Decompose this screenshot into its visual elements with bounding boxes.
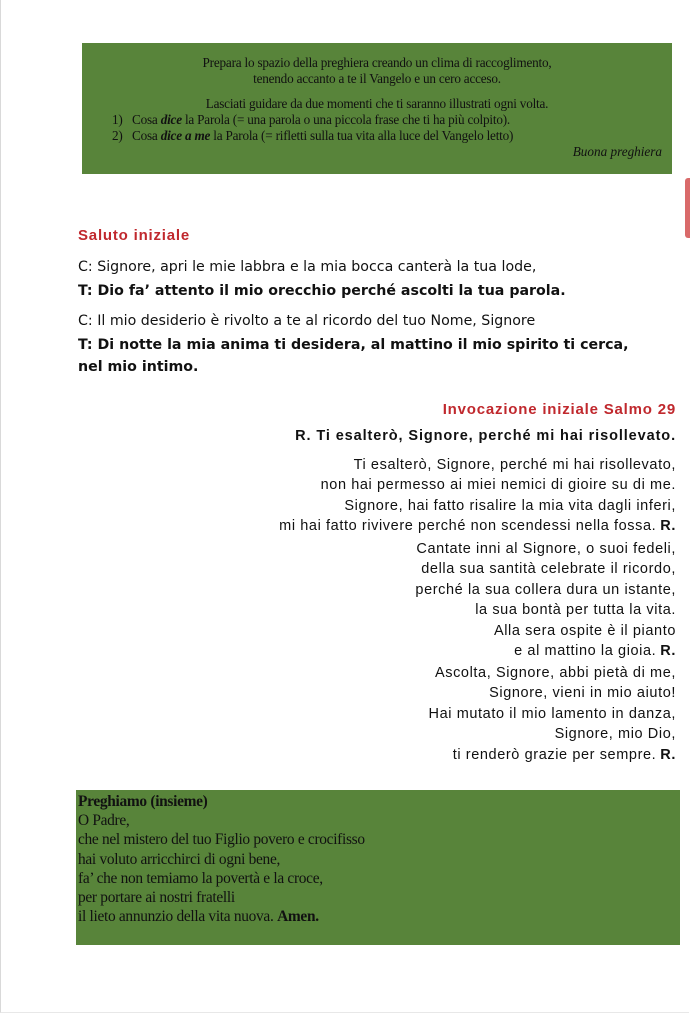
response-mark: R. — [660, 746, 676, 763]
step-number: 1) — [112, 112, 123, 127]
step-text-post: la Parola (= una parola o una piccola frase che ti ha più colpito). — [181, 112, 511, 127]
psalm-verse: Ti esalterò, Signore, perché mi hai risollevato, — [353, 457, 676, 473]
psalm-verse: Signore, vieni in mio aiuto! — [489, 685, 676, 702]
step-number: 2) — [112, 128, 123, 143]
greeting-line-all: nel mio intimo. — [78, 359, 199, 375]
psalm-verse: della sua santità celebrate il ricordo, — [421, 561, 676, 578]
greeting-title: Saluto iniziale — [78, 227, 191, 244]
intro-line: Prepara lo spazio della preghiera creando un clima di raccoglimento, — [202, 55, 552, 70]
intro-closing: Buona preghiera — [572, 144, 662, 159]
intro-box — [82, 43, 672, 174]
step-emphasis: dice a me — [160, 128, 211, 143]
psalm-verse: mi hai fatto rivivere perché non scendessi nella fossa. — [279, 518, 657, 535]
psalm-stanza — [415, 539, 676, 661]
psalm-stanza — [429, 663, 676, 765]
intro-line: tenendo accanto a te il Vangelo e un cero acceso. — [253, 71, 501, 86]
intro-steps-list — [82, 112, 672, 144]
psalm-verse: e al mattino la gioia. — [514, 643, 657, 660]
greeting-line-all: T: Dio fa’ attento il mio orecchio perché ascolti la tua parola. — [78, 283, 566, 299]
psalm-title: Invocazione iniziale Salmo 29 — [442, 401, 676, 418]
response-mark: R. — [660, 643, 676, 660]
prayer-line: hai voluto arricchirci di ogni bene, — [78, 850, 281, 868]
step-text-pre: Cosa — [132, 128, 161, 143]
step-text-post: la Parola (= rifletti sulla tua vita alla luce del Vangelo letto) — [210, 128, 514, 143]
psalm-verse: ti renderò grazie per sempre. — [452, 746, 657, 763]
psalm-verse: Signore, mio Dio, — [554, 726, 676, 743]
prayer-line: fa’ che non temiamo la povertà e la croce, — [78, 869, 323, 887]
psalm-stanza — [279, 455, 676, 537]
psalm-verse: Ascolta, Signore, abbi pietà di me, — [434, 665, 676, 681]
step-emphasis: dice — [160, 112, 182, 127]
scroll-indicator[interactable] — [685, 178, 690, 238]
psalm-verse: perché la sua collera dura un istante, — [415, 581, 676, 598]
greeting-line-celebrant: C: Il mio desiderio è rivolto a te al ricordo del tuo Nome, Signore — [78, 313, 536, 329]
prayer-amen: Amen. — [277, 908, 319, 926]
prayer-line: O Padre, — [78, 812, 130, 830]
prayer-heading: Preghiamo (insieme) — [78, 793, 208, 810]
greeting-line-all: T: Di notte la mia anima ti desidera, al mattino il mio spirito ti cerca, — [78, 337, 629, 353]
psalm-refrain: R. Ti esalterò, Signore, perché mi hai risollevato. — [295, 428, 676, 444]
response-mark: R. — [660, 518, 676, 535]
intro-step — [112, 128, 672, 144]
intro-line: Lasciati guidare da due momenti che ti saranno illustrati ogni volta. — [205, 96, 549, 111]
psalm-verse: Cantate inni al Signore, o suoi fedeli, — [416, 541, 676, 557]
psalm-verse: la sua bontà per tutta la vita. — [475, 602, 676, 619]
greeting-line-celebrant: C: Signore, apri le mie labbra e la mia bocca canterà la tua lode, — [78, 259, 537, 275]
psalm-verse: non hai permesso ai miei nemici di gioire su di me. — [320, 477, 676, 494]
prayer-line: per portare ai nostri fratelli — [78, 889, 235, 907]
psalm-verse: Hai mutato il mio lamento in danza, — [428, 705, 676, 722]
intro-step — [112, 112, 672, 128]
psalm-verse: Signore, hai fatto risalire la mia vita dagli inferi, — [344, 497, 676, 514]
prayer-line: che nel mistero del tuo Figlio povero e crocifisso — [78, 831, 365, 849]
step-text-pre: Cosa — [132, 112, 161, 127]
prayer-box — [76, 790, 680, 945]
prayer-line: il lieto annunzio della vita nuova. — [78, 908, 274, 926]
psalm-verse: Alla sera ospite è il pianto — [493, 622, 676, 639]
